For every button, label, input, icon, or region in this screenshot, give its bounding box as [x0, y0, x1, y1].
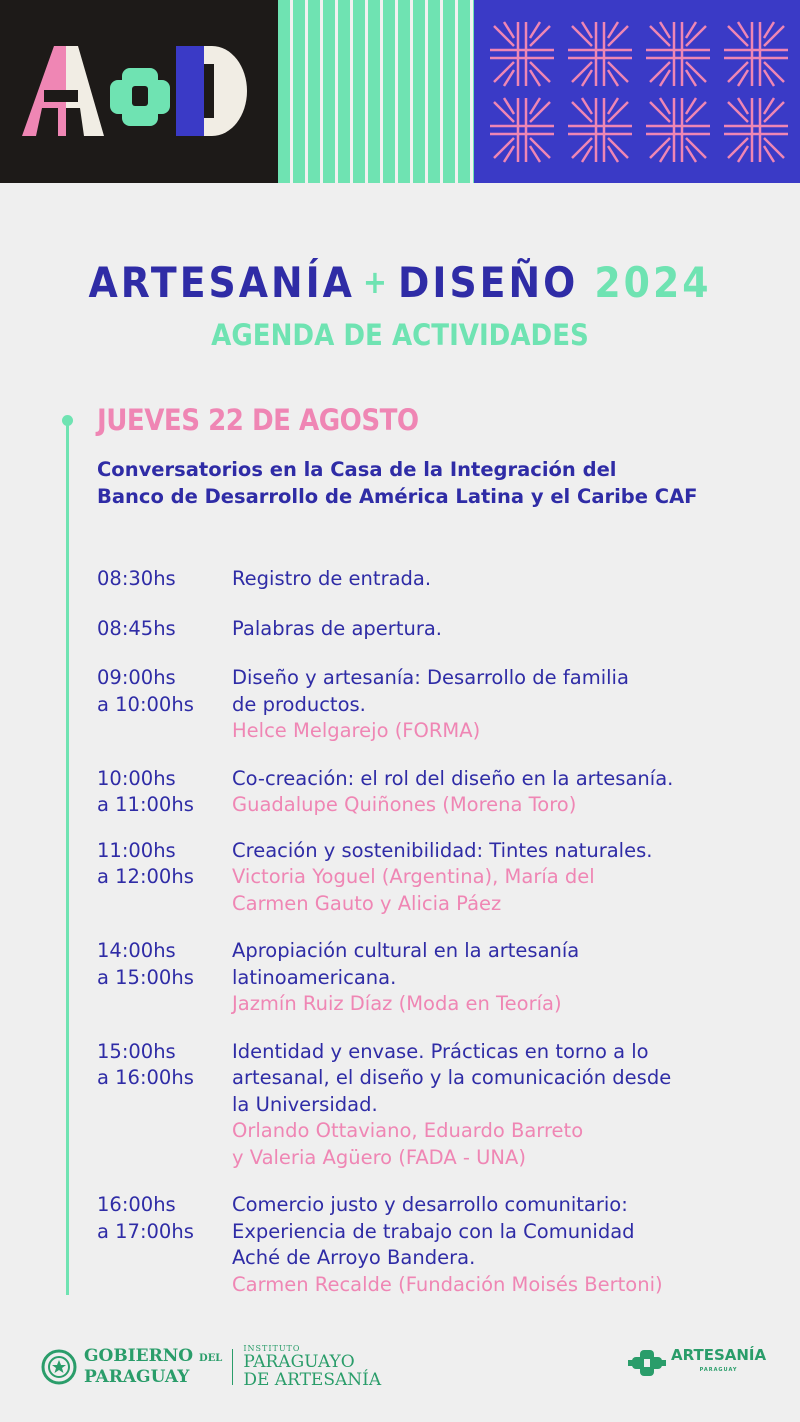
artesania-plus-icon — [628, 1348, 666, 1378]
event-title: Co-creación: el rol del diseño en la artesanía. — [232, 766, 674, 790]
event-time: 09:00hs a 10:00hs — [97, 666, 194, 716]
event-title: Palabras de apertura. — [232, 616, 442, 640]
timeline-dot — [62, 415, 73, 426]
gobierno-del: DEL — [199, 1353, 223, 1364]
striped-panel — [278, 0, 474, 183]
footer-logos — [0, 1330, 800, 1390]
venue-description: Conversatorios en la Casa de la Integración del Banco de Desarrollo de América Latina y el Caribe CAF — [97, 458, 698, 508]
event-speaker: Carmen Recalde (Fundación Moisés Bertoni) — [232, 1272, 663, 1296]
event-title: Apropiación cultural en la artesanía latinoamericana. — [232, 939, 580, 989]
event-time: 08:45hs — [97, 616, 176, 640]
event-time: 16:00hs a 17:00hs — [97, 1193, 194, 1243]
event-time: 15:00hs a 16:00hs — [97, 1039, 194, 1089]
title-plus: + — [362, 263, 391, 301]
instituto-logo — [243, 1344, 381, 1389]
event-speaker: Victoria Yoguel (Argentina), María del Carmen Gauto y Alicia Páez — [232, 865, 595, 915]
gobierno-line2: PARAGUAY — [84, 1367, 190, 1387]
timeline-line — [66, 419, 69, 1295]
event-item — [97, 766, 787, 819]
event-title: Registro de entrada. — [232, 567, 432, 590]
artesania-logo — [628, 1348, 766, 1378]
event-time: 11:00hs a 12:00hs — [97, 838, 194, 888]
event-speaker: Helce Melgarejo (FORMA) — [232, 719, 481, 742]
instituto-line1: PARAGUAYO — [243, 1352, 355, 1372]
footer-divider — [232, 1349, 233, 1385]
title-artesania: ARTESANÍA — [88, 258, 355, 307]
coat-of-arms-icon — [40, 1348, 78, 1386]
event-speaker: Jazmín Ruiz Díaz (Moda en Teoría) — [232, 992, 562, 1015]
event-title: Creación y sostenibilidad: Tintes naturales. — [232, 838, 653, 862]
event-item — [97, 665, 787, 745]
event-item — [97, 566, 787, 593]
title-diseno: DISEÑO — [398, 258, 579, 307]
header-banner — [0, 0, 800, 183]
event-title: Comercio justo y desarrollo comunitario: Experiencia de trabajo con la Comunidad Aché de Arroyo Bandera. — [232, 1193, 635, 1269]
event-item — [97, 1039, 787, 1172]
instituto-small: INSTITUTO — [243, 1344, 301, 1353]
title-year: 2024 — [594, 258, 712, 307]
event-time: 08:30hs — [97, 567, 176, 590]
day-heading: JUEVES 22 DE AGOSTO — [97, 403, 419, 437]
artesania-small: PARAGUAY — [699, 1367, 738, 1373]
event-item — [97, 938, 787, 1018]
gobierno-line1: GOBIERNO — [84, 1346, 194, 1366]
event-time: 10:00hs a 11:00hs — [97, 766, 194, 816]
event-list — [97, 566, 787, 1298]
event-time: 14:00hs a 15:00hs — [97, 939, 194, 989]
event-title: Diseño y artesanía: Desarrollo de familia de productos. — [232, 666, 629, 716]
plus-cross-icon — [110, 68, 170, 126]
gobierno-logo — [40, 1344, 381, 1389]
star-pattern-icon — [474, 0, 800, 183]
a-plus-d-logo — [22, 46, 247, 136]
subtitle: AGENDA DE ACTIVIDADES — [211, 318, 589, 352]
event-speaker: Orlando Ottaviano, Eduardo Barreto y Valeria Agüero (FADA - UNA) — [232, 1119, 584, 1169]
event-title: Identidad y envase. Prácticas en torno a lo artesanal, el diseño y la comunicación desde la Universidad. — [232, 1039, 672, 1116]
instituto-line2: DE ARTESANÍA — [243, 1370, 382, 1390]
logo-panel — [0, 0, 278, 183]
event-item — [97, 616, 787, 643]
event-speaker: Guadalupe Quiñones (Morena Toro) — [232, 793, 577, 816]
page-title — [0, 258, 800, 307]
artesania-text: ARTESANÍA — [671, 1346, 767, 1364]
event-item — [97, 838, 787, 918]
pattern-panel — [474, 0, 800, 183]
event-item — [97, 1192, 787, 1298]
